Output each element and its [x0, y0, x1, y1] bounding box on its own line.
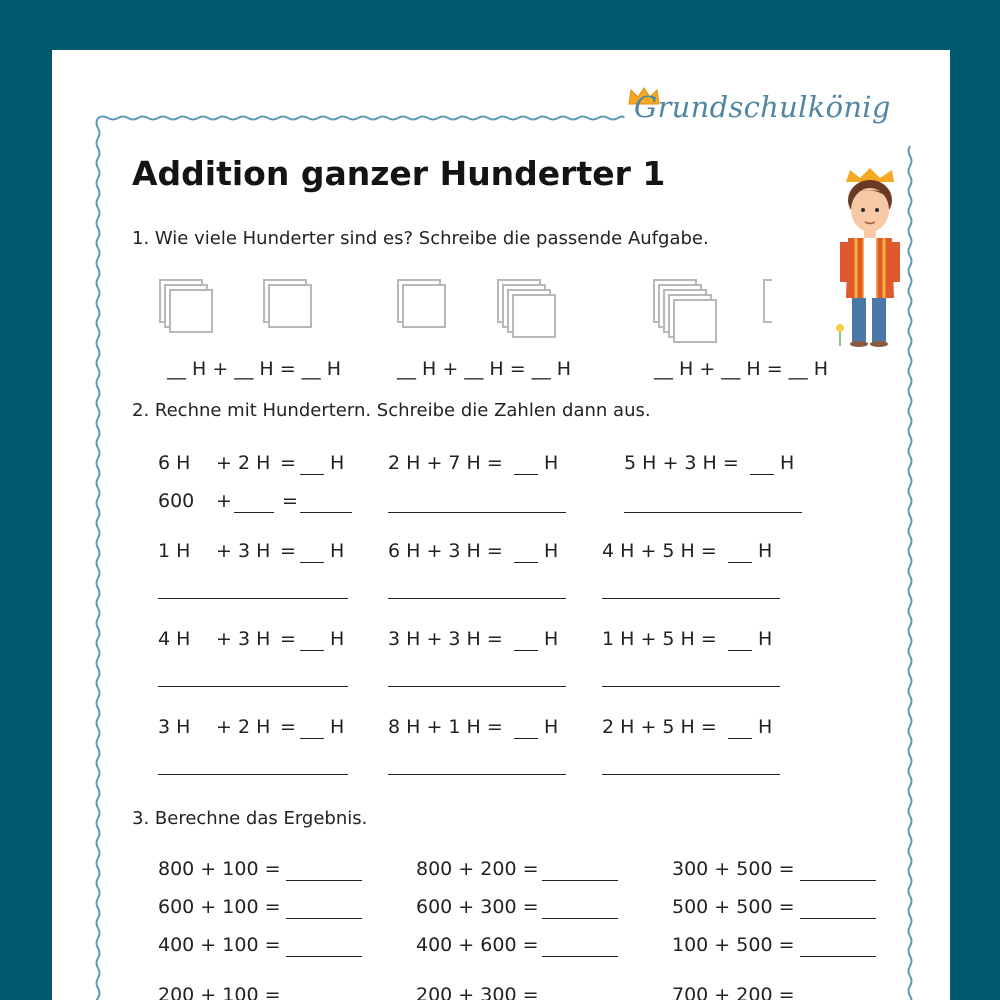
worksheet: [52, 50, 950, 1000]
t2-r4-a: 3 H: [158, 716, 191, 738]
t2-r3-unit: H: [330, 628, 345, 650]
t2-r2-second-answer[interactable]: [514, 562, 538, 563]
task2-prompt: 2. Rechne mit Hundertern. Schreibe die Zahlen dann aus.: [132, 400, 651, 421]
t2-example-blank[interactable]: [234, 512, 274, 513]
t2-r2-unit: H: [330, 540, 345, 562]
hundred-square: [513, 295, 555, 337]
t2-r1-second-answer[interactable]: [514, 474, 538, 475]
t3-c1-1-answer[interactable]: [286, 880, 362, 881]
t2-r4-second-unit: H: [544, 716, 559, 738]
t2-r1-third-unit: H: [780, 452, 795, 474]
t2-r3-second-answer[interactable]: [514, 650, 538, 651]
t2-example-number: 600: [158, 490, 195, 512]
task1-equation-1: __ H + __ H = __ H: [167, 358, 341, 380]
king-boy-illustration: [834, 168, 914, 348]
t2-r3-eq: =: [280, 628, 296, 650]
t2-r4-second-answer[interactable]: [514, 738, 538, 739]
t2-r2-second: 6 H + 3 H =: [388, 540, 503, 562]
hundred-square: [403, 285, 445, 327]
t3-c1-4: 200 + 100 =: [158, 984, 281, 1000]
t2-r3-third-answer[interactable]: [728, 650, 752, 651]
hundred-square: [269, 285, 311, 327]
t3-c2-2: 600 + 300 =: [416, 896, 539, 918]
t3-c2-1-answer[interactable]: [542, 880, 618, 881]
t2-r3-second-unit: H: [544, 628, 559, 650]
t2-r1-third: 5 H + 3 H =: [624, 452, 739, 474]
t2-r4-b: + 2 H: [216, 716, 271, 738]
page-title: Addition ganzer Hunderter 1: [132, 154, 666, 193]
t2-r3-b: + 3 H: [216, 628, 271, 650]
t2-example-eq: =: [282, 490, 298, 512]
t3-c3-3-answer[interactable]: [800, 956, 876, 957]
t2-example-plus: +: [216, 490, 232, 512]
t2-r2-third: 4 H + 5 H =: [602, 540, 717, 562]
t2-r1-third-answer[interactable]: [750, 474, 774, 475]
t2-r4-unit: H: [330, 716, 345, 738]
t3-c3-2: 500 + 500 =: [672, 896, 795, 918]
t3-c3-1: 300 + 500 =: [672, 858, 795, 880]
t3-c1-2: 600 + 100 =: [158, 896, 281, 918]
t2-r4-third-answer[interactable]: [728, 738, 752, 739]
t2-r1-unit: H: [330, 452, 345, 474]
hundred-square: [170, 290, 212, 332]
task1-prompt: 1. Wie viele Hunderter sind es? Schreibe die passende Aufgabe.: [132, 228, 709, 249]
t2-r3-third: 1 H + 5 H =: [602, 628, 717, 650]
t2-r3-write-1[interactable]: [158, 686, 348, 687]
t2-r3-a: 4 H: [158, 628, 191, 650]
t2-r1-a: 6 H: [158, 452, 191, 474]
hundred-square: [674, 300, 716, 342]
t3-c3-1-answer[interactable]: [800, 880, 876, 881]
hundred-square: [764, 280, 772, 322]
t2-r3-write-2[interactable]: [388, 686, 566, 687]
t2-r2-third-unit: H: [758, 540, 773, 562]
task1-equation-2: __ H + __ H = __ H: [397, 358, 571, 380]
t2-r4-write-1[interactable]: [158, 774, 348, 775]
t2-r2-write-1[interactable]: [158, 598, 348, 599]
t2-r4-second: 8 H + 1 H =: [388, 716, 503, 738]
t3-c3-4: 700 + 200 =: [672, 984, 795, 1000]
t3-c1-3: 400 + 100 =: [158, 934, 281, 956]
t3-c1-1: 800 + 100 =: [158, 858, 281, 880]
t2-r4-third: 2 H + 5 H =: [602, 716, 717, 738]
t2-r3-answer-line[interactable]: [300, 650, 324, 651]
t3-c2-2-answer[interactable]: [542, 918, 618, 919]
t3-c2-3-answer[interactable]: [542, 956, 618, 957]
t2-r2-second-unit: H: [544, 540, 559, 562]
t2-r2-write-2[interactable]: [388, 598, 566, 599]
t2-r1-second-write[interactable]: [388, 512, 566, 513]
t2-r4-write-2[interactable]: [388, 774, 566, 775]
t3-c1-3-answer[interactable]: [286, 956, 362, 957]
t2-r2-eq: =: [280, 540, 296, 562]
brand-logo: Grundschulkönig: [634, 90, 891, 124]
t2-r3-write-3[interactable]: [602, 686, 780, 687]
t2-example-result[interactable]: [300, 512, 352, 513]
t2-r2-b: + 3 H: [216, 540, 271, 562]
t2-r3-third-unit: H: [758, 628, 773, 650]
t2-r2-answer-line[interactable]: [300, 562, 324, 563]
t2-r4-eq: =: [280, 716, 296, 738]
task1-equation-3: __ H + __ H = __ H: [654, 358, 828, 380]
t2-r4-write-3[interactable]: [602, 774, 780, 775]
t2-r1-second: 2 H + 7 H =: [388, 452, 503, 474]
t2-r1-eq: =: [280, 452, 296, 474]
hundred-squares: [152, 275, 772, 355]
t2-r4-answer-line[interactable]: [300, 738, 324, 739]
t2-r1-second-unit: H: [544, 452, 559, 474]
t2-r2-write-3[interactable]: [602, 598, 780, 599]
t3-c3-3: 100 + 500 =: [672, 934, 795, 956]
t2-r2-a: 1 H: [158, 540, 191, 562]
t2-r1-b: + 2 H: [216, 452, 271, 474]
t2-r1-third-write[interactable]: [624, 512, 802, 513]
t3-c1-2-answer[interactable]: [286, 918, 362, 919]
t2-r3-second: 3 H + 3 H =: [388, 628, 503, 650]
t3-c2-4: 200 + 300 =: [416, 984, 539, 1000]
t3-c2-3: 400 + 600 =: [416, 934, 539, 956]
t2-r1-answer-line[interactable]: [300, 474, 324, 475]
t3-c3-2-answer[interactable]: [800, 918, 876, 919]
t3-c2-1: 800 + 200 =: [416, 858, 539, 880]
task3-prompt: 3. Berechne das Ergebnis.: [132, 808, 368, 829]
t2-r4-third-unit: H: [758, 716, 773, 738]
t2-r2-third-answer[interactable]: [728, 562, 752, 563]
